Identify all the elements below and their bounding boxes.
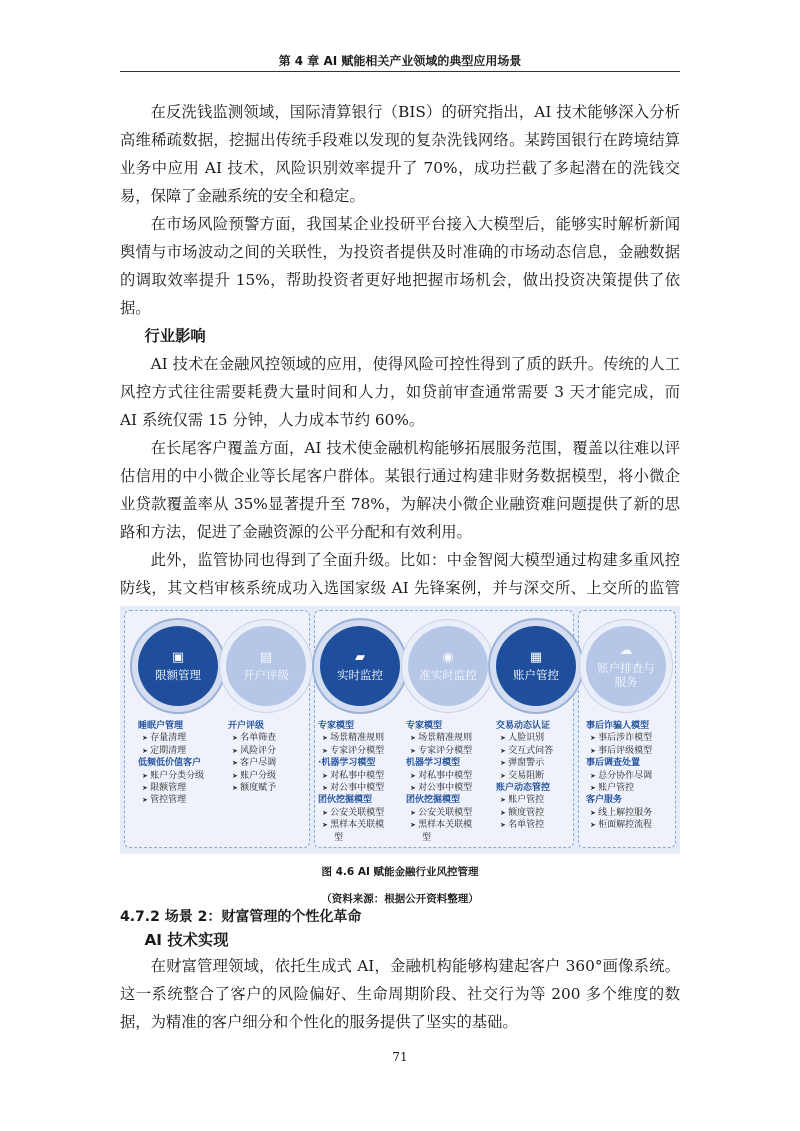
figure-item: ➤ 公安关联模型 [406,807,472,819]
figure-item: ➤ 管控管理 [138,794,204,806]
figure-category: 团伙挖掘模型 [318,795,373,806]
body-text-top [120,98,680,658]
circle-account-control: ▦ 账户管控 [496,626,576,706]
figure-caption: 图 4.6 AI 赋能金融行业风控管理 [321,866,479,878]
figure-column-2 [228,720,276,794]
figure-item: ➤ 账户管控 [496,794,553,806]
figure-item: ➤ 黑样本关联模 [318,819,384,831]
figure-item: ➤ 专家评分模型 [318,745,384,757]
figure-category: 事后调查处置 [586,758,641,769]
folder-icon: ▰ [355,649,365,665]
figure-item: ➤ 名单筛查 [228,732,276,744]
heading-industry-impact: 行业影响 [144,327,206,345]
figure-category: 专家模型 [318,721,355,731]
figure-item: ➤ 对公事中模型 [318,782,384,794]
figure-category: ·机器学习模型 [318,758,376,769]
figure-item: ➤ 存量清理 [138,732,204,744]
risk-management-figure [120,606,680,854]
figure-category: 客户服务 [586,795,623,806]
page-number: 71 [392,1050,408,1064]
figure-category: 开户评级 [228,721,265,731]
figure-item-continued: 型 [334,832,344,843]
figure-item: ➤ 账户管控 [586,782,652,794]
paragraph-risk-control: AI 技术在金融风控领域的应用，使得风险可控性得到了质的跃升。传统的人工风控方式往往需要耗费大量时间和人力，如贷前审查通常需要 3 天才能完成，而 AI 系统仅需 15 分钟，人力成本节约 60%。 [120,355,680,429]
figure-item: ➤ 专家评分模型 [406,745,472,757]
figure-category: 团伙挖掘模型 [406,795,461,806]
figure-item: ➤ 账户分级 [228,770,276,782]
figure-category: 账户动态管控 [496,783,551,794]
circle-account-check-service: ☁ 账户排查与服务 [586,626,666,706]
figure-item: ➤ 场景精准规则 [406,732,472,744]
figure-item: ➤ 事后涉诈模型 [586,732,652,744]
figure-item: ➤ 额度管控 [496,807,553,819]
figure-item: ➤ 场景精准规则 [318,732,384,744]
paragraph-regulation: 此外，监管协同也得到了全面升级。比如：中金智阅大模型通过构建多重风控防线，其文档审核系统成功入选国家级 AI 先锋案例，并与深交所、上交所的监管 [120,551,680,597]
figure-item: ➤ 对私事中模型 [406,770,472,782]
subheading-ai-tech: AI 技术实现 [144,931,229,949]
figure-item: ➤ 公安关联模型 [318,807,384,819]
figure-column-6 [586,720,652,832]
figure-item: ➤ 柜面解控流程 [586,819,652,831]
clipboard-icon: ▤ [259,649,273,665]
figure-item: ➤ 对私事中模型 [318,770,384,782]
figure-column-3 [318,720,384,844]
grid-icon: ▦ [529,649,543,665]
figure-category: 事后诈骗人模型 [586,721,650,731]
figure-column-1 [138,720,204,807]
cloud-icon: ☁ [619,642,633,658]
circle-realtime-monitoring: ▰ 实时监控 [320,626,400,706]
figure-category: 睡眠户管理 [138,721,184,731]
figure-item: ➤ 交易阻断 [496,770,553,782]
figure-item: ➤ 总分协作尽调 [586,770,652,782]
figure-category: 专家模型 [406,721,443,731]
figure-item: ➤ 名单管控 [496,819,553,831]
running-header: 第 4 章 AI 赋能相关产业领域的典型应用场景 [278,54,522,68]
figure-item: ➤ 交互式问答 [496,745,553,757]
figure-item-continued: 型 [422,832,432,843]
circle-limit-management: ▣ 限额管理 [138,626,218,706]
document-icon: ▣ [171,649,185,665]
figure-category: 低频低价值客户 [138,758,202,769]
figure-item: ➤ 额度赋予 [228,782,276,794]
figure-column-5 [496,720,553,832]
body-text-bottom [120,906,680,1036]
circle-near-realtime-monitoring: ◉ 准实时监控 [408,626,488,706]
figure-item: ➤ 黑样本关联模 [406,819,472,831]
figure-item: ➤ 线上解控服务 [586,807,652,819]
figure-item: ➤ 事后评级模型 [586,745,652,757]
figure-item: ➤ 弹窗警示 [496,757,553,769]
paragraph-wealth: 在财富管理领域，依托生成式 AI，金融机构能够构建起客户 360°画像系统。这一系统整合了客户的风险偏好、生命周期阶段、社交行为等 200 多个维度的数据，为精准的客户细分和个性化的服务提供了坚实的基础。 [120,957,680,1031]
figure-item: ➤ 账户分类分级 [138,770,204,782]
figure-item: ➤ 客户尽调 [228,757,276,769]
paragraph-aml: 在反洗钱监测领域，国际清算银行（BIS）的研究指出，AI 技术能够深入分析高维稀疏数据，挖掘出传统手段难以发现的复杂洗钱网络。某跨国银行在跨境结算业务中应用 AI 技术，风险识别效率提升了 70%，成功拦截了多起潜在的洗钱交易，保障了金融系统的安全和稳定。 [120,103,680,205]
figure-category: 机器学习模型 [406,758,461,769]
users-icon: ◉ [442,649,454,665]
figure-source: （资料来源：根据公开资料整理） [321,893,479,905]
paragraph-long-tail: 在长尾客户覆盖方面，AI 技术使金融机构能够拓展服务范围，覆盖以往难以评估信用的中小微企业等长尾客户群体。某银行通过构建非财务数据模型，将小微企业贷款覆盖率从 35%显著提升至 78%，为解决小微企业融资难问题提供了新的思路和方法，促进了金融资源的公平分配和有效利用。 [120,439,680,541]
section-heading: 4.7.2 场景 2：财富管理的个性化革命 [120,909,362,925]
figure-item: ➤ 对公事中模型 [406,782,472,794]
figure-item: ➤ 限额管理 [138,782,204,794]
header-rule [120,71,680,72]
figure-item: ➤ 人脸识别 [496,732,553,744]
paragraph-market-risk: 在市场风险预警方面，我国某企业投研平台接入大模型后，能够实时解析新闻舆情与市场波动之间的关联性，为投资者提供及时准确的市场动态信息，金融数据的调取效率提升 15%，帮助投资者更好地把握市场机会，做出投资决策提供了依据。 [120,215,680,317]
figure-column-4 [406,720,472,844]
figure-item: ➤ 定期清理 [138,745,204,757]
figure-category: 交易动态认证 [496,721,551,731]
figure-item: ➤ 风险评分 [228,745,276,757]
circle-account-rating: ▤ 开户评级 [226,626,306,706]
